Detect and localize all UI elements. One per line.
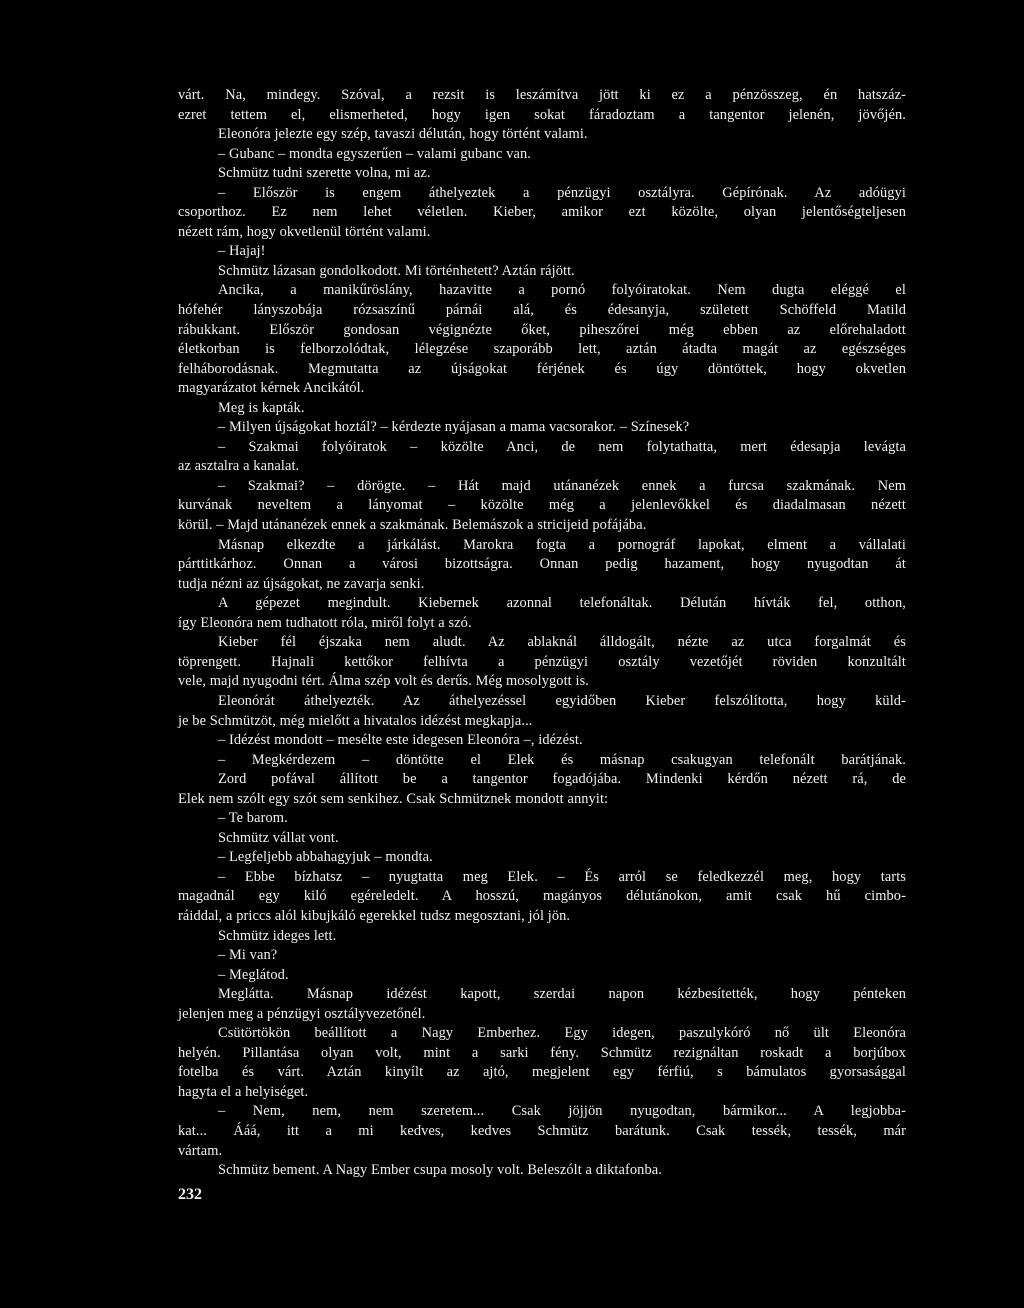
text-line: körül. – Majd utánanézek ennek a szakmának. Belemászok a stricijeid pofájába. [178, 517, 647, 534]
text-line: Csütörtökön beállított a Nagy Emberhez. Egy idegen, paszulykóró nő ült Eleonóra [218, 1025, 906, 1042]
text-line: Elek nem szólt egy szót sem senkihez. Csak Schmütznek mondott annyit: [178, 790, 609, 807]
text-line: Schmütz vállat vont. [218, 829, 339, 846]
text-line: – Nem, nem, nem szeretem... Csak jöjjön nyugodtan, bármikor... A legjobba- [218, 1103, 906, 1120]
text-line: magadnál egy kiló egéreledelt. A hosszú, magányos délutánokon, amit csak hű cimbo- [178, 888, 906, 905]
text-line: – Mi van? [218, 947, 278, 964]
text-line: – Szakmai? – dörögte. – Hát majd utánanézek ennek a furcsa szakmának. Nem [218, 477, 906, 494]
text-line: Schmütz bement. A Nagy Ember csupa mosoly volt. Beleszólt a diktafonba. [218, 1162, 662, 1179]
body-text [178, 86, 906, 1181]
text-line: – Először is engem áthelyeztek a pénzügyi osztályra. Gépírónak. Az adóügyi [218, 184, 906, 201]
text-line: Eleonóra jelezte egy szép, tavaszi délután, hogy történt valami. [218, 126, 588, 143]
text-line: Meg is kapták. [218, 399, 305, 416]
text-line: így Eleonóra nem tudhatott róla, miről folyt a szó. [178, 614, 472, 631]
text-line: Schmütz lázasan gondolkodott. Mi történhetett? Aztán rájött. [218, 262, 575, 279]
text-line: Schmütz tudni szerette volna, mi az. [218, 165, 431, 182]
text-line: – Te barom. [218, 810, 288, 827]
page-number: 232 [178, 1186, 202, 1203]
text-line: Eleonórát áthelyezték. Az áthelyezéssel egyidőben Kieber felszólította, hogy küld- [218, 692, 906, 709]
text-line: töprengett. Hajnali kettőkor felhívta a pénzügyi osztály vezetőjét röviden konzultált [178, 653, 906, 670]
text-line: helyén. Pillantása olyan volt, mint a sarki fény. Schmütz rezignáltan roskadt a borjúbox [178, 1044, 906, 1061]
text-line: Ancika, a manikűröslány, hazavitte a pornó folyóiratokat. Nem dugta eléggé el [218, 282, 906, 299]
text-line: kat... Ááá, itt a mi kedves, kedves Schmütz barátunk. Csak tessék, tessék, már [178, 1122, 906, 1139]
text-line: tudja nézni az újságokat, ne zavarja senki. [178, 575, 425, 592]
text-line: je be Schmützöt, még mielőtt a hivatalos idézést megkapja... [178, 712, 533, 729]
text-line: – Meglátod. [218, 966, 289, 983]
text-line: jelenjen meg a pénzügyi osztályvezetőnél. [178, 1005, 426, 1022]
text-line: párttitkárhoz. Onnan a városi bizottságra. Onnan pedig hazament, hogy nyugodtan át [178, 556, 906, 573]
text-line: fotelba és várt. Aztán kinyílt az ajtó, megjelent egy férfiú, s bámulatos gyorsasággal [178, 1064, 906, 1081]
text-line: ráiddal, a priccs alól kibujkáló egerekkel tudsz megosztani, jól jön. [178, 907, 571, 924]
text-line: csoporthoz. Ez nem lehet véletlen. Kieber, amikor ezt közölte, olyan jelentőségteljesen [178, 204, 906, 221]
text-line: várt. Na, mindegy. Szóval, a rezsit is leszámítva jött ki ez a pénzösszeg, én hatszáz- [178, 87, 906, 103]
text-line: – Megkérdezem – döntötte el Elek és másnap csakugyan telefonált barátjának. [218, 751, 906, 768]
text-line: hagyta el a helyiséget. [178, 1083, 309, 1100]
text-line: Másnap elkezdte a járkálást. Marokra fogta a pornográf lapokat, elment a vállalati [218, 536, 906, 553]
text-line: ezret tettem el, elismerheted, hogy igen sokat fáradoztam a tangentor jelenén, jövőjén. [178, 106, 906, 123]
text-line: nézett rám, hogy okvetlenül történt valami. [178, 223, 431, 240]
text-line: Meglátta. Másnap idézést kapott, szerdai napon kézbesítették, hogy pénteken [218, 986, 906, 1003]
text-line: magyarázatot kérnek Ancikától. [178, 380, 365, 397]
text-line: Schmütz ideges lett. [218, 927, 337, 944]
text-line: életkorban is felborzolódtak, lélegzése szaporább lett, aztán átadta magát az egészséges [178, 341, 906, 358]
text-line: felháborodásnak. Megmutatta az újságokat férjének és úgy döntöttek, hogy okvetlen [178, 360, 906, 377]
text-line: hófehér lányszobája rózsaszínű párnái alá, és édesanyja, született Schöffeld Matild [178, 302, 906, 319]
text-line: az asztalra a kanalat. [178, 458, 300, 475]
text-line: rábukkant. Először gondosan végignézte őket, piheszőrei még ebben az előrehaladott [178, 321, 906, 338]
text-line: kurvának neveltem a lányomat – közölte még a jelenlevőkkel és diadalmasan nézett [178, 497, 906, 514]
text-line: – Ebbe bízhatsz – nyugtatta meg Elek. – És arról se feledkezzél meg, hogy tarts [218, 868, 906, 885]
text-line: vártam. [178, 1142, 223, 1159]
text-line: – Milyen újságokat hoztál? – kérdezte nyájasan a mama vacsorakor. – Színesek? [218, 419, 690, 436]
text-line: – Legfeljebb abbahagyjuk – mondta. [218, 849, 433, 866]
text-line: – Hajaj! [218, 243, 266, 260]
text-line: Zord pofával állított be a tangentor fogadójába. Mindenki kérdőn nézett rá, de [218, 771, 906, 788]
text-line: Kieber fél éjszaka nem aludt. Az ablaknál álldogált, nézte az utca forgalmát és [218, 634, 906, 651]
text-line: – Gubanc – mondta egyszerűen – valami gubanc van. [218, 145, 531, 162]
text-line: vele, majd nyugodni tért. Álma szép volt és derűs. Még mosolygott is. [178, 673, 589, 690]
text-line: A gépezet megindult. Kiebernek azonnal telefonáltak. Délután hívták fel, otthon, [218, 595, 906, 612]
text-line: – Idézést mondott – mesélte este idegesen Eleonóra –, idézést. [218, 732, 583, 749]
text-line: – Szakmai folyóiratok – közölte Anci, de nem folytathatta, mert édesapja levágta [218, 438, 906, 455]
